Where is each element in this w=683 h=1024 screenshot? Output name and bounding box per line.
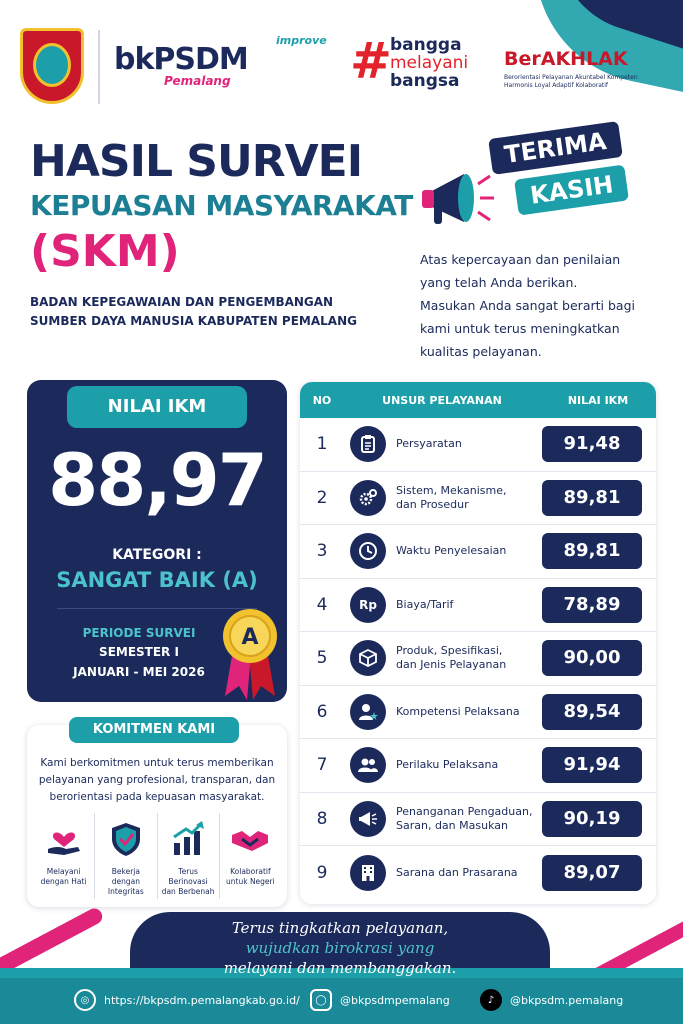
row-label-line1: Kompetensi Pelaksana — [396, 704, 520, 718]
row-score: 89,81 — [542, 480, 642, 516]
bangga-line1: bangga — [390, 35, 462, 55]
ikm-category-value: SANGAT BAIK (A) — [56, 568, 258, 592]
row-number: 2 — [316, 487, 328, 508]
row-number: 4 — [316, 594, 328, 615]
row-label-line2: Saran, dan Masukan — [396, 818, 508, 832]
commitment-label2: dan Berbenah — [161, 887, 215, 896]
commitment-tab: KOMITMEN KAMI — [69, 717, 239, 743]
commitment-text: Kami berkomitmen untuk terus memberikan pelayanan yang profesional, transparan, dan berorientasi pada kepuasan masyarakat. — [38, 757, 276, 803]
slogan-line3: melayani dan membanggakan. — [223, 959, 457, 977]
table-row — [300, 632, 656, 686]
row-label — [396, 644, 540, 672]
table-row — [300, 793, 656, 847]
row-number: 7 — [316, 755, 328, 776]
thanks-text-line1: Atas kepercayaan dan penilaian — [420, 252, 621, 267]
commitment-label2: dengan Hati — [40, 877, 87, 886]
row-number: 6 — [316, 701, 328, 722]
period-label: PERIODE SURVEI — [82, 626, 196, 640]
row-label-line1: Biaya/Tarif — [396, 597, 454, 611]
thanks-text-line5: kualitas pelayanan. — [420, 344, 542, 359]
table-body — [300, 418, 656, 900]
row-label-line2: dan Jenis Pelayanan — [396, 658, 507, 672]
slogan-line1: Terus tingkatkan pelayanan, — [231, 919, 449, 937]
slogan — [150, 918, 530, 978]
commitment-card — [27, 722, 287, 907]
thanks-word1: TERIMA — [488, 121, 622, 175]
bkpsdm-logo-tag: improve — [276, 34, 327, 47]
ikm-value: 88,97 — [48, 438, 266, 522]
bkpsdm-logo — [114, 34, 327, 88]
commitment-label1: Melayani — [46, 867, 81, 876]
ikm-tab: NILAI IKM — [67, 386, 247, 428]
period-range: JANUARI - MEI 2026 — [73, 665, 205, 679]
website-text: https://bkpsdm.pemalangkab.go.id/ — [104, 993, 300, 1007]
shield-check-icon — [106, 819, 146, 859]
row-label-line1: Sistem, Mekanisme, — [396, 483, 507, 497]
period-semester: SEMESTER I — [99, 645, 179, 659]
row-score: 91,94 — [542, 747, 642, 783]
globe-icon: ◎ — [74, 989, 96, 1011]
row-label — [396, 437, 540, 451]
service-scores-table — [300, 382, 656, 904]
title-line3: (SKM) — [30, 226, 180, 277]
medal-icon — [219, 606, 281, 702]
berakhlak-title: BerAKHLAK — [504, 48, 628, 70]
row-number: 3 — [316, 541, 328, 562]
building-icon — [350, 855, 386, 891]
row-label — [396, 484, 540, 512]
table-row — [300, 579, 656, 633]
row-score: 78,89 — [542, 587, 642, 623]
commitment-label2: dengan Integritas — [107, 877, 144, 896]
header-divider — [98, 30, 100, 104]
table-row — [300, 525, 656, 579]
ikm-category-label: KATEGORI : — [112, 547, 202, 563]
berakhlak-logo — [504, 48, 650, 90]
hash-icon: # — [350, 32, 392, 90]
header — [0, 0, 683, 120]
commitment-icons — [33, 813, 281, 899]
commitment-label2: untuk Negeri — [226, 877, 275, 886]
row-label — [396, 705, 540, 719]
bangga-line2: melayani — [390, 53, 469, 73]
row-score: 89,81 — [542, 533, 642, 569]
row-score: 89,07 — [542, 855, 642, 891]
row-label — [396, 544, 540, 558]
tiktok-text: @bkpsdm.pemalang — [510, 993, 624, 1007]
row-label-line2: dan Prosedur — [396, 497, 469, 511]
row-label-line1: Sarana dan Prasarana — [396, 865, 518, 879]
row-score: 89,54 — [542, 694, 642, 730]
survey-period — [59, 624, 219, 682]
heart-hand-icon — [44, 819, 84, 859]
commitment-label1: Terus Berinovasi — [168, 867, 208, 886]
table-row — [300, 739, 656, 793]
megaphone-icon — [350, 801, 386, 837]
row-number: 5 — [316, 648, 328, 669]
medal-letter: A — [241, 625, 259, 650]
instagram-icon: ◯ — [310, 989, 332, 1011]
row-label — [396, 598, 540, 612]
thanks-text-line4: kami untuk terus meningkatkan — [420, 321, 620, 336]
row-label — [396, 805, 540, 833]
crest-emblem — [33, 43, 71, 87]
users-icon — [350, 747, 386, 783]
berakhlak-subtitle: Berorientasi Pelayanan Akuntabel Kompeten Harmonis Loyal Adaptif Kolaboratif — [504, 74, 638, 89]
row-label-line1: Persyaratan — [396, 437, 462, 451]
row-label-line1: Waktu Penyelesaian — [396, 544, 507, 558]
instagram-link[interactable] — [310, 988, 450, 1012]
commitment-item — [220, 813, 281, 899]
thanks-text-line3: Masukan Anda sangat berarti bagi — [420, 298, 635, 313]
row-label — [396, 866, 540, 880]
row-label — [396, 758, 540, 772]
header-no: NO — [312, 393, 332, 407]
bkpsdm-logo-text: bkPSDM — [114, 42, 248, 77]
commitment-item — [95, 813, 157, 899]
table-row — [300, 846, 656, 900]
header-unsur: UNSUR PELAYANAN — [382, 393, 502, 407]
thanks-badge — [420, 120, 660, 240]
org-line2: SUMBER DAYA MANUSIA KABUPATEN PEMALANG — [30, 314, 357, 328]
clipboard-icon — [350, 426, 386, 462]
header-nilai: NILAI IKM — [567, 393, 629, 407]
table-row — [300, 418, 656, 472]
megaphone-icon — [420, 166, 496, 230]
row-label-line1: Produk, Spesifikasi, — [396, 644, 503, 658]
table-row — [300, 472, 656, 526]
tiktok-icon: ♪ — [480, 989, 502, 1011]
row-score: 90,00 — [542, 640, 642, 676]
org-line1: BADAN KEPEGAWAIAN DAN PENGEMBANGAN — [30, 295, 334, 309]
title-line1: HASIL SURVEI — [30, 136, 363, 187]
table-header — [300, 382, 656, 418]
thanks-text-line2: yang telah Anda berikan. — [420, 275, 578, 290]
growth-chart-icon — [168, 819, 208, 859]
row-number: 8 — [316, 808, 328, 829]
commitment-label1: Bekerja — [111, 867, 140, 876]
website-link[interactable] — [74, 988, 300, 1012]
gears-icon — [350, 480, 386, 516]
tiktok-link[interactable] — [480, 988, 623, 1012]
row-score: 91,48 — [542, 426, 642, 462]
pemalang-crest-logo — [20, 28, 84, 104]
survey-title — [30, 136, 413, 331]
row-score: 90,19 — [542, 801, 642, 837]
commitment-item — [158, 813, 220, 899]
commitment-label1: Kolaboratif — [230, 867, 271, 876]
instagram-text: @bkpsdmpemalang — [340, 993, 450, 1007]
row-number: 1 — [316, 434, 328, 455]
ikm-score-card — [27, 380, 287, 702]
thanks-message — [420, 248, 660, 363]
bangga-line3: bangsa — [390, 71, 460, 91]
title-line2: KEPUASAN MASYARAKAT — [30, 189, 413, 222]
table-row — [300, 686, 656, 740]
thanks-word2: KASIH — [514, 164, 629, 215]
bkpsdm-logo-city: Pemalang — [164, 74, 231, 88]
box-icon — [350, 640, 386, 676]
clock-icon — [350, 533, 386, 569]
slogan-line2: wujudkan birokrasi yang — [245, 939, 435, 957]
row-label-line1: Penanganan Pengaduan, — [396, 804, 533, 818]
row-number: 9 — [316, 862, 328, 883]
handshake-icon — [230, 819, 270, 859]
commitment-item — [33, 813, 95, 899]
rupiah-icon: Rp — [350, 587, 386, 623]
user-star-icon — [350, 694, 386, 730]
row-label-line1: Perilaku Pelaksana — [396, 758, 499, 772]
